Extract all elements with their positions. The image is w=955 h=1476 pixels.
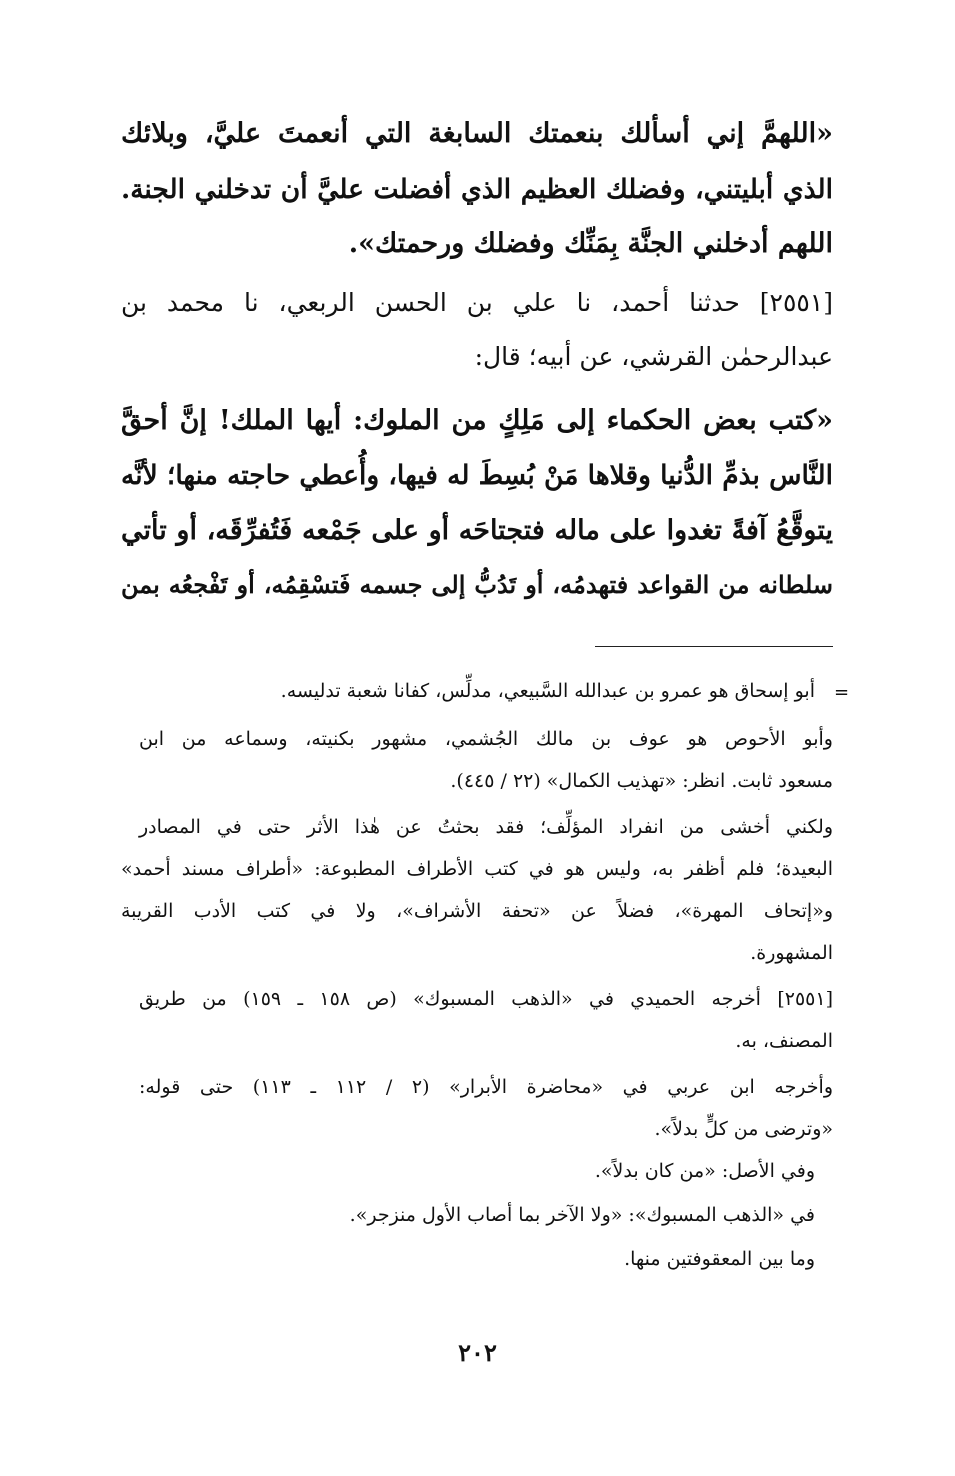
- footnote-line-12: وفي الأصل: «من كان بدلاً».: [594, 1160, 815, 1182]
- footnote-line-7: المشهورة.: [750, 942, 833, 964]
- footnote-line-6: و«إتحاف المهرة»، فضلاً عن «تحفة الأشراف»، ولا في كتب الأدب القريبة: [121, 900, 833, 922]
- main-line-8: يتوقَّعُ آفةً تغدوا على ماله فتجتاحَه أو على جَمْعه فَتُفرِّقَه، أو تأتي: [121, 515, 833, 546]
- main-line-2: الذي أبليتني، وفضلك العظيم الذي أفضلت عليَّ أن تدخلني الجنة.: [121, 174, 833, 205]
- footnote-line-11: «وترضى من كلٍّ بدلاً».: [654, 1118, 833, 1140]
- main-line-1: «اللهمَّ إني أسألك بنعمتك السابغة التي أنعمتَ عليَّ، وبلائك: [121, 118, 833, 149]
- footnote-continuation-marker: =: [834, 682, 850, 703]
- footnote-line-4: ولكني أخشى من انفراد المؤلِّف؛ فقد بحثتُ عن هٰذا الأثر حتى في المصادر: [139, 816, 833, 838]
- main-line-5: عبدالرحمٰن القرشي، عن أبيه؛ قال:: [474, 342, 833, 371]
- main-line-4: [٢٥٥١] حدثنا أحمد، نا علي بن الحسن الربعي، نا محمد بن: [121, 288, 833, 317]
- footnote-line-3: مسعود ثابت. انظر: «تهذيب الكمال» (٢٢ / ٤٤٥).: [450, 770, 833, 792]
- footnote-line-14: وما بين المعقوفتين منها.: [624, 1248, 815, 1270]
- footnotes: [121, 0, 833, 1320]
- footnote-line-13: في «الذهب المسبوك»: «ولا الآخر بما أصاب الأول منزجر».: [349, 1204, 815, 1226]
- footnote-line-1: أبو إسحاق هو عمرو بن عبدالله السَّبيعي، مدلِّس، كفانا شعبة تدليسه.: [280, 680, 815, 702]
- main-line-3: اللهم أدخلني الجنَّة بِمَنِّك وفضلك ورحمتك».: [348, 228, 833, 259]
- footnote-line-8: [٢٥٥١] أخرجه الحميدي في «الذهب المسبوك» (ص ١٥٨ ـ ١٥٩) من طريق: [139, 988, 833, 1010]
- footnote-line-5: البعيدة؛ فلم أظفر به، وليس هو في كتب الأطراف المطبوعة: «أطراف مسند أحمد»: [121, 858, 833, 880]
- footnote-line-9: المصنف، به.: [735, 1030, 833, 1052]
- page-number: ٢٠٢: [458, 1338, 497, 1367]
- footnote-line-10: وأخرجه ابن عربي في «محاضرة الأبرار» (٢ / ١١٢ ـ ١١٣) حتى قوله:: [139, 1076, 833, 1098]
- main-line-7: النَّاس بذمِّ الدُّنيا وقلاها مَنْ بُسِطَ له فيها، وأُعطي حاجته منها؛ لأنَّه: [121, 460, 833, 491]
- main-line-9: سلطانه من القواعد فتهدمُه، أو تَدُبُّ إلى جسمه فَتسْقِمُه، أو تَفْجعُه بمن: [121, 570, 833, 599]
- footnote-line-2: وأبو الأحوص هو عوف بن مالك الجُشمي، مشهور بكنيته، وسماعه من ابن: [139, 728, 833, 750]
- main-line-6: «كتب بعض الحكماء إلى مَلِكٍ من الملوك: أيها الملك! إنَّ أحقَّ: [121, 405, 833, 436]
